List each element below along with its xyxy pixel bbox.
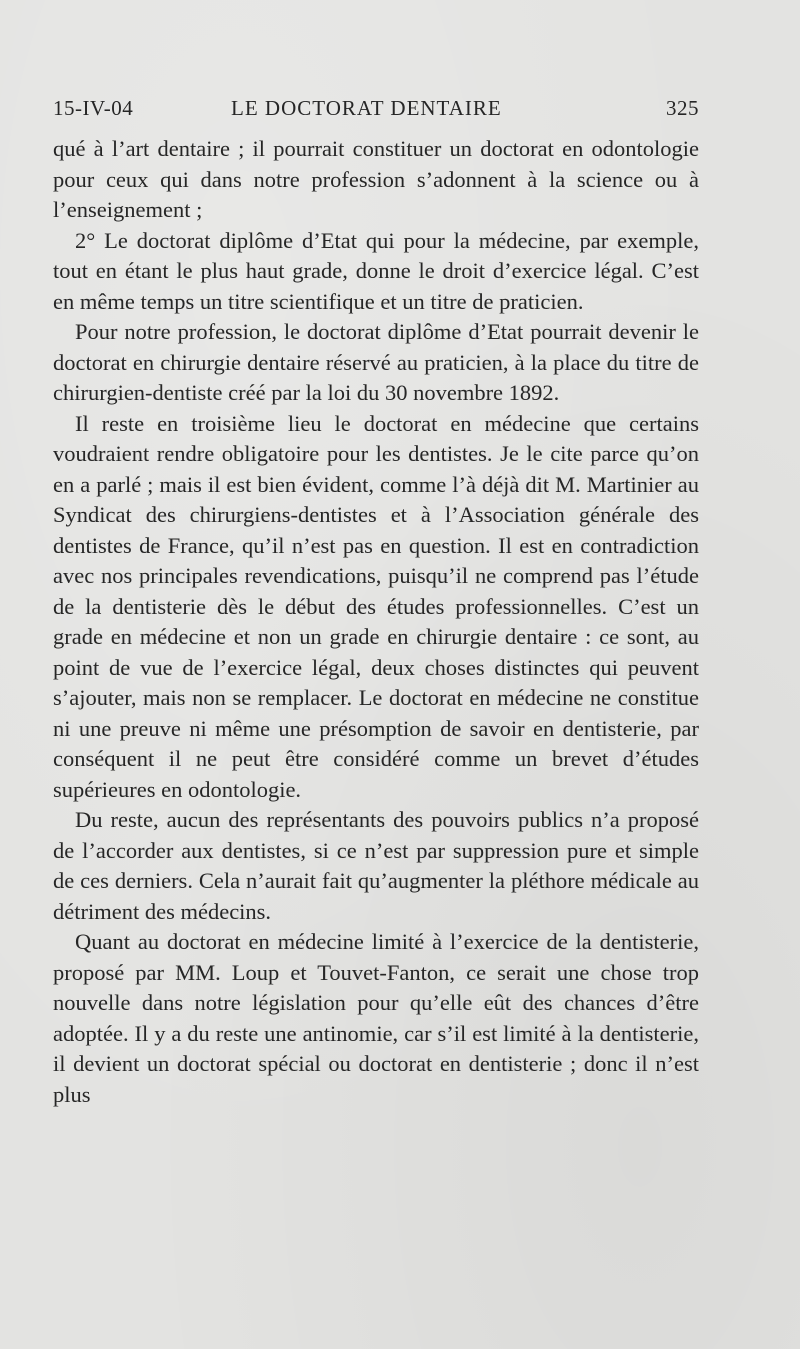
paragraph: Il reste en troisième lieu le doctorat en médecine que certains voudraient rendre obligatoire pour les dentistes. Je le cite parce qu’on en a parlé ; mais il est bien évident, comme l’à déjà dit M. Martinier au Syndicat des chirurgiens-dentistes et à l’Association générale des dentistes de France, qu’il n’est pas en question. Il est en contradiction avec nos principales revendications, puisqu’il ne comprend pas l’étude de la dentisterie dès le début des études professionnelles. C’est un grade en médecine et non un grade en chirurgie dentaire : ce sont, au point de vue de l’exercice légal, deux choses distinctes qui peuvent s’ajouter, mais non se remplacer. Le doctorat en médecine ne constitue ni une preuve ni même une présomption de savoir en dentisterie, par conséquent il ne peut être considéré comme un brevet d’études supérieures en odontologie. [53, 410, 699, 802]
paragraph: Pour notre profession, le doctorat diplôme d’Etat pourrait devenir le doctorat en chirurgie dentaire réservé au praticien, à la place du titre de chirurgien-dentiste créé par la loi du 30 novembre 1892. [53, 319, 699, 405]
page-number: 325 [666, 96, 699, 120]
paragraph: Quant au doctorat en médecine limité à l’exercice de la dentisterie, proposé par MM. Loup et Touvet-Fanton, ce serait une chose trop nouvelle dans notre législation pour qu’elle eût des chances d’être adoptée. Il y a du reste une antinomie, car s’il est limité à la dentisterie, il devient un doctorat spécial ou doctorat en dentisterie ; donc il n’est plus [53, 929, 699, 1107]
paragraph-continued: qué à l’art dentaire ; il pourrait constituer un doctorat en odontologie pour ceux qui dans notre profession s’adonnent à la science ou à l’enseignement ; [53, 136, 699, 222]
paragraph: 2° Le doctorat diplôme d’Etat qui pour la médecine, par exemple, tout en étant le plus haut grade, donne le droit d’exercice légal. C’est en même temps un titre scientifique et un titre de praticien. [53, 227, 699, 314]
body-text [53, 134, 699, 1110]
running-title: LE DOCTORAT DENTAIRE [231, 96, 502, 120]
paragraph: Du reste, aucun des représentants des pouvoirs publics n’a proposé de l’accorder aux dentistes, si ce n’est par suppression pure et simple de ces derniers. Cela n’aurait fait qu’augmenter la pléthore médicale au détriment des médecins. [53, 807, 699, 924]
running-head [53, 96, 699, 128]
issue-date: 15-IV-04 [53, 96, 134, 120]
